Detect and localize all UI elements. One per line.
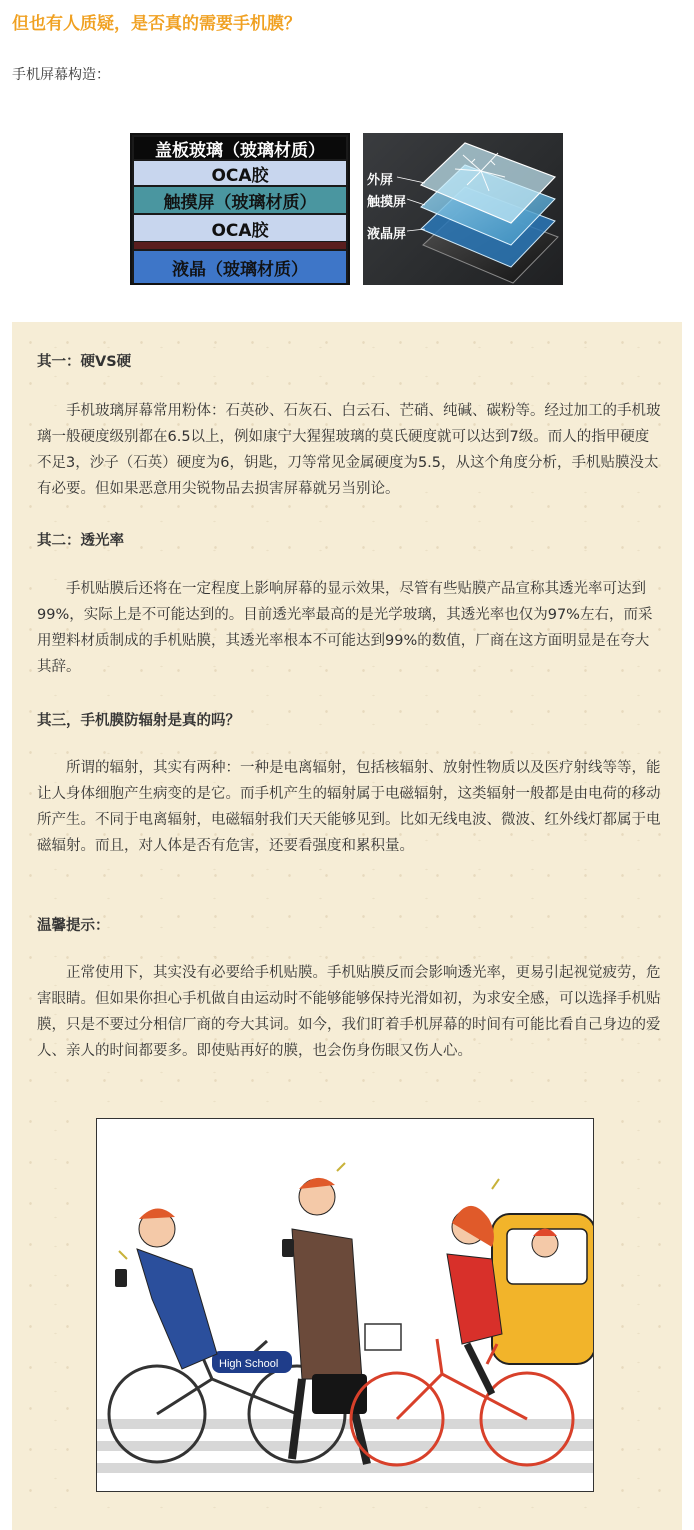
bag-text: High School — [219, 1358, 279, 1370]
layer-cover-glass: 盖板玻璃（玻璃材质） — [134, 137, 346, 159]
phone-exploded-image — [363, 133, 563, 285]
article-body — [12, 322, 682, 1530]
label-lcd-screen: 液晶屏 — [367, 227, 407, 242]
section-paragraph-1: 手机玻璃屏幕常用粉体：石英砂、石灰石、白云石、芒硝、纯碱、碳粉等。经过加工的手机玻璃一般硬度级别都在6.5以上，例如康宁大猩猩玻璃的莫氏硬度就可以达到7级。而人的指甲硬度不足3，沙子（石英）硬度为6，钥匙，刀等常见金属硬度为5.5，从这个角度分析，手机贴膜没太有必要。但如果恶意用尖锐物品去损害屏幕就另当别论。 — [37, 403, 661, 497]
layer-oca-2: OCA胶 — [134, 215, 346, 241]
section-paragraph-3: 所谓的辐射，其实有两种：一种是电离辐射，包括核辐射、放射性物质以及医疗射线等等，能让人身体细胞产生病变的是它。而手机产生的辐射属于电磁辐射，这类辐射一般都是由电荷的移动所产生。不同于电离辐射，电磁辐射我们天天能够见到。比如无线电波、微波、红外线灯都属于电磁辐射。而且，对人体是否有危害，还要看强度和累积量。 — [37, 760, 661, 854]
layer-oca-1: OCA胶 — [134, 161, 346, 185]
cartoon-drawing — [97, 1119, 594, 1492]
layer-separator — [134, 242, 346, 249]
article-title: 但也有人质疑，是否真的需要手机膜？ — [12, 14, 301, 34]
section-heading-2: 其二：透光率 — [37, 533, 124, 549]
intro-text: 手机屏幕构造： — [12, 67, 110, 83]
section-heading-1: 其一：硬VS硬 — [37, 354, 132, 370]
section-heading-tip: 温馨提示： — [37, 918, 110, 934]
label-touchscreen: 触摸屏 — [367, 195, 407, 210]
label-outer-screen: 外屏 — [367, 173, 394, 188]
section-paragraph-2: 手机贴膜后还将在一定程度上影响屏幕的显示效果，尽管有些贴膜产品宣称其透光率可达到99%，实际上是不可能达到的。目前透光率最高的是光学玻璃，其透光率也仅为97%左右，而采用塑料材质制成的手机贴膜，其透光率根本不可能达到99%的数值，厂商在这方面明显是在夸大其辞。 — [37, 581, 653, 675]
layer-touchscreen: 触摸屏（玻璃材质） — [134, 187, 346, 213]
layer-lcd: 液晶（玻璃材质） — [134, 251, 346, 283]
screen-layer-diagram — [130, 133, 350, 285]
section-heading-3: 其三，手机膜防辐射是真的吗？ — [37, 713, 240, 729]
cartoon-illustration — [96, 1118, 594, 1492]
section-paragraph-tip: 正常使用下，其实没有必要给手机贴膜。手机贴膜反而会影响透光率，更易引起视觉疲劳，危害眼睛。但如果你担心手机做自由运动时不能够能够保持光滑如初，为求安全感，可以选择手机贴膜，只是不要过分相信厂商的夸大其词。如今，我们盯着手机屏幕的时间有可能比看自己身边的爱人、亲人的时间都要多。即使贴再好的膜，也会伤身伤眼又伤人心。 — [37, 965, 661, 1059]
